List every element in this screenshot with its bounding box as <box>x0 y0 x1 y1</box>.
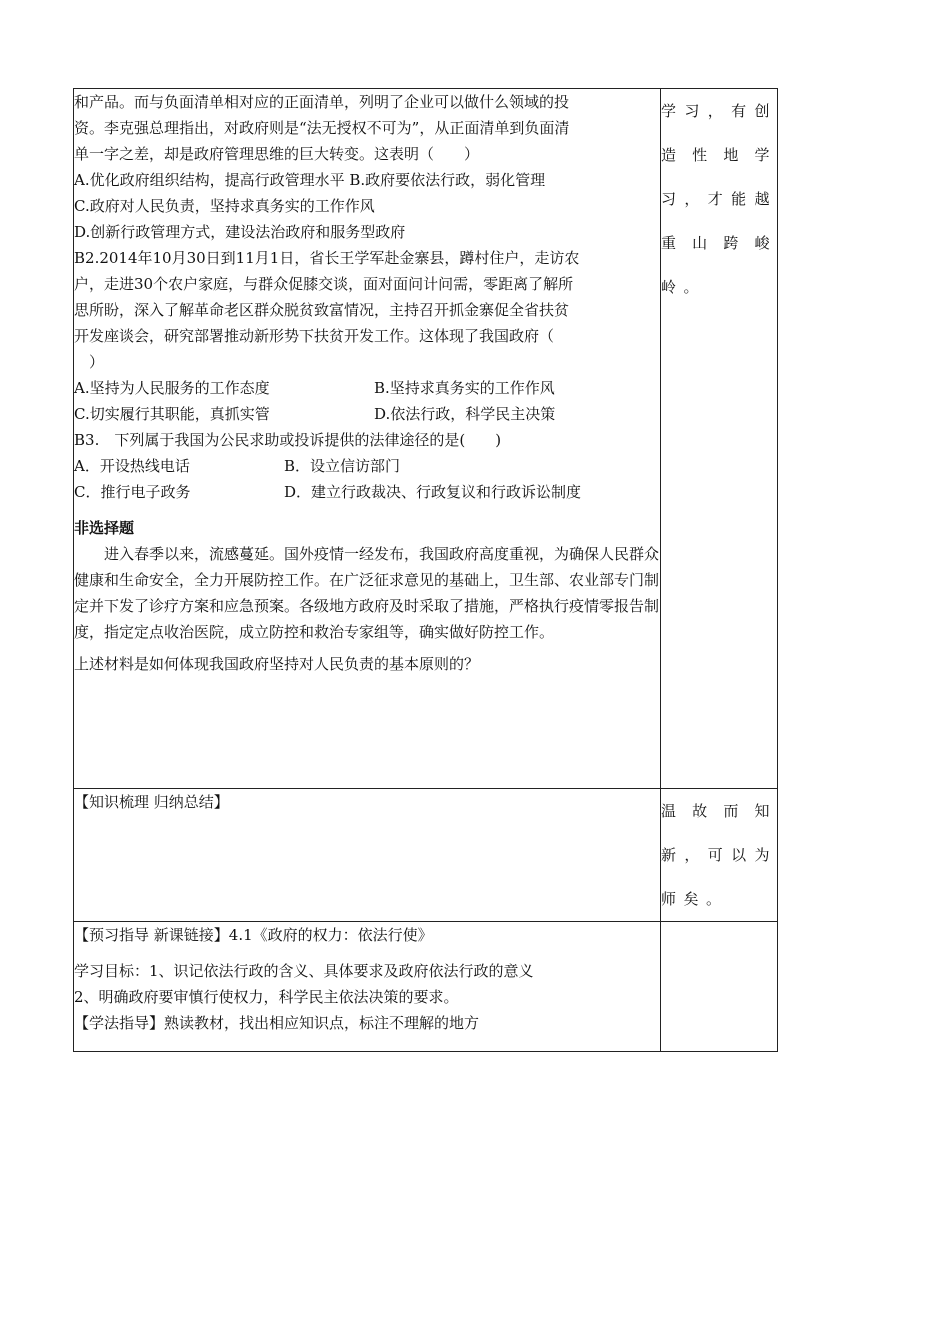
objective-2: 2、明确政府要审慎行使权力，科学民主依法决策的要求。 <box>74 988 459 1006</box>
q3-option-d: D．建立行政裁决、行政复议和行政诉讼制度 <box>284 483 582 501</box>
q2-line: 开发座谈会，研究部署推动新形势下扶贫开发工作。这体现了我国政府（ <box>74 327 555 345</box>
preview-heading: 【预习指导 新课链接】4.1《政府的权力：依法行使》 <box>74 926 433 944</box>
objective-1: 学习目标：1、识记依法行政的含义、具体要求及政府依法行政的意义 <box>74 962 534 980</box>
q2-option-b: B.坚持求真务实的工作作风 <box>374 379 555 397</box>
q2-line: B2.2014年10月30日到11月1日，省长王学军赴金寨县，蹲村住户，走访农 <box>74 249 580 267</box>
nonchoice-question: 上述材料是如何体现我国政府坚持对人民负责的基本原则的？ <box>74 655 480 673</box>
q3-option-b: B．设立信访部门 <box>284 457 401 475</box>
nonchoice-material: 进入春季以来，流感蔓延。国外疫情一经发布，我国政府高度重视，为确保人民群众健康和生命安全，全力开展防控工作。在广泛征求意见的基础上，卫生部、农业部专门制定并下发了诊疗方案和应急预案。各级地方政府及时采取了措施，严格执行疫情零报告制度，指定定点收治医院，成立防控和救治专家组等，确实做好防控工作。 <box>74 545 660 641</box>
q1-option-d: D.创新行政管理方式，建设法治政府和服务型政府 <box>74 223 406 241</box>
lesson-table <box>73 88 778 1052</box>
q2-option-a: A.坚持为人民服务的工作态度 <box>74 379 270 397</box>
method-guide: 【学法指导】熟读教材，找出相应知识点，标注不理解的地方 <box>74 1014 480 1032</box>
side-note-2: 温故而知新，可以为师矣。 <box>661 789 778 922</box>
exercise-cell <box>74 89 661 789</box>
side-note-1: 学习，有创造性地学习，才能越重山跨峻岭。 <box>661 89 778 789</box>
intro-line: 单一字之差，却是政府管理思维的巨大转变。这表明（ ） <box>74 145 480 163</box>
preview-row <box>74 922 778 1052</box>
q2-options-cd <box>74 401 660 427</box>
side-note-3 <box>661 922 778 1052</box>
q2-options-ab <box>74 375 660 401</box>
intro-line: 资。李克强总理指出，对政府则是“法无授权不可为”，从正面清单到负面清 <box>74 119 570 137</box>
q2-option-d: D.依法行政，科学民主决策 <box>374 405 556 423</box>
q1-option-c: C.政府对人民负责，坚持求真务实的工作作风 <box>74 197 375 215</box>
q1-option-ab: A.优化政府组织结构，提高行政管理水平 B.政府要依法行政，弱化管理 <box>74 171 546 189</box>
q3-option-c: C．推行电子政务 <box>74 483 191 501</box>
q2-line: 户，走进30个农户家庭，与群众促膝交谈，面对面问计问需，零距离了解所 <box>74 275 574 293</box>
intro-line: 和产品。而与负面清单相对应的正面清单，列明了企业可以做什么领域的投 <box>74 93 570 111</box>
q2-line: ） <box>74 353 105 371</box>
q3-options-ab <box>74 453 660 479</box>
summary-row <box>74 789 778 922</box>
exercise-row <box>74 89 778 789</box>
q3-options-cd <box>74 479 660 505</box>
summary-cell <box>74 789 661 922</box>
q3-stem: B3. 下列属于我国为公民求助或投诉提供的法律途径的是( ) <box>74 431 502 449</box>
q2-option-c: C.切实履行其职能，真抓实管 <box>74 405 270 423</box>
nonchoice-heading: 非选择题 <box>74 519 135 537</box>
preview-cell <box>74 922 661 1052</box>
q3-option-a: A．开设热线电话 <box>74 457 190 475</box>
q2-line: 思所盼，深入了解革命老区群众脱贫致富情况，主持召开抓金寨促全省扶贫 <box>74 301 570 319</box>
summary-heading: 【知识梳理 归纳总结】 <box>74 793 229 811</box>
